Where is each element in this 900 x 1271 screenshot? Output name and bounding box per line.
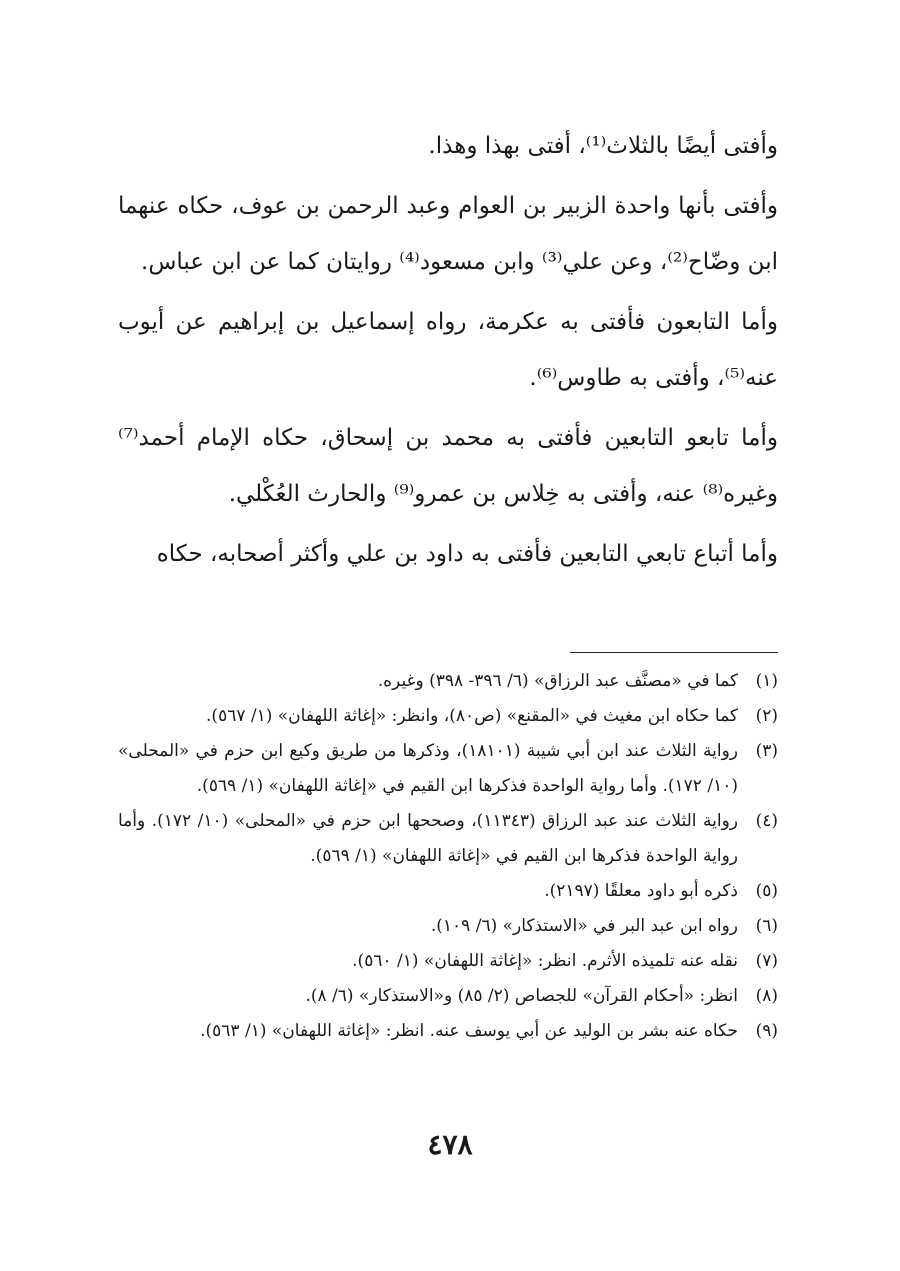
footnote-number: (٤) xyxy=(755,811,778,831)
footnote-number: (٨) xyxy=(755,986,778,1006)
footnote-number: (١) xyxy=(755,671,778,691)
footnote-number: (٥) xyxy=(755,881,778,901)
footnote-text: رواه ابن عبد البر في «الاستذكار» (٦/ ١٠٩). xyxy=(430,916,738,936)
footnote-separator xyxy=(570,652,778,653)
footnote-text: انظر: «أحكام القرآن» للجصاص (٢/ ٨٥) و«الاستذكار» (٦/ ٨). xyxy=(305,986,738,1006)
footnote xyxy=(118,944,778,979)
footnote xyxy=(118,874,778,909)
footnote-text: نقله عنه تلميذه الأثرم. انظر: «إغاثة اللهفان» (١/ ٥٦٠). xyxy=(352,951,738,971)
footnote xyxy=(118,909,778,944)
footnote xyxy=(118,1014,778,1049)
footnote-text: كما حكاه ابن مغيث في «المقنع» (ص٨٠)، وانظر: «إغاثة اللهفان» (١/ ٥٦٧). xyxy=(206,706,738,726)
paragraph: وأما التابعون فأفتى به عكرمة، رواه إسماعيل بن إبراهيم عن أيوب عنه⁽⁵⁾، وأفتى به طاوس⁽⁶⁾. xyxy=(118,309,778,391)
paragraph: وأفتى بأنها واحدة الزبير بن العوام وعبد الرحمن بن عوف، حكاه عنهما ابن وضّاح⁽²⁾، وعن علي⁽³⁾ وابن مسعود⁽⁴⁾ روايتان كما عن ابن عباس. xyxy=(118,193,778,275)
footnotes xyxy=(118,664,778,1049)
footnote-number: (٣) xyxy=(755,741,778,761)
footnote-number: (٩) xyxy=(755,1021,778,1041)
footnote xyxy=(118,699,778,734)
footnote xyxy=(118,734,778,804)
paragraph: وأما تابعو التابعين فأفتى به محمد بن إسحاق، حكاه الإمام أحمد⁽⁷⁾ وغيره⁽⁸⁾ عنه، وأفتى به خِلاس بن عمرو⁽⁹⁾ والحارث العُكْلي. xyxy=(118,425,778,507)
footnote xyxy=(118,664,778,699)
footnote-number: (٦) xyxy=(755,916,778,936)
footnote-text: رواية الثلاث عند عبد الرزاق (١١٣٤٣)، وصححها ابن حزم في «المحلى» (١٠/ ١٧٢). وأما رواية الواحدة فذكرها ابن القيم في «إغاثة اللهفان» (١/ ٥٦٩). xyxy=(118,811,738,866)
footnote-text: حكاه عنه بشر بن الوليد عن أبي يوسف عنه. انظر: «إغاثة اللهفان» (١/ ٥٦٣). xyxy=(200,1021,738,1041)
footnote-number: (٧) xyxy=(755,951,778,971)
footnote-text: كما في «مصنَّف عبد الرزاق» (٦/ ٣٩٦- ٣٩٨) وغيره. xyxy=(377,671,738,691)
paragraph: وأما أتباع تابعي التابعين فأفتى به داود بن علي وأكثر أصحابه، حكاه xyxy=(156,541,778,567)
paragraph: وأفتى أيضًا بالثلاث⁽¹⁾، أفتى بهذا وهذا. xyxy=(428,133,778,159)
footnote-text: ذكره أبو داود معلقًا (٢١٩٧). xyxy=(544,881,738,901)
page-number: ٤٧٨ xyxy=(427,1128,473,1161)
footnote xyxy=(118,804,778,874)
footnote-number: (٢) xyxy=(755,706,778,726)
footnote xyxy=(118,979,778,1014)
main-text xyxy=(118,118,778,582)
footnote-text: رواية الثلاث عند ابن أبي شيبة (١٨١٠١)، وذكرها من طريق وكيع ابن حزم في «المحلى» (١٠/ ١٧٢). وأما رواية الواحدة فذكرها ابن القيم في «إغاثة اللهفان» (١/ ٥٦٩). xyxy=(118,741,738,796)
